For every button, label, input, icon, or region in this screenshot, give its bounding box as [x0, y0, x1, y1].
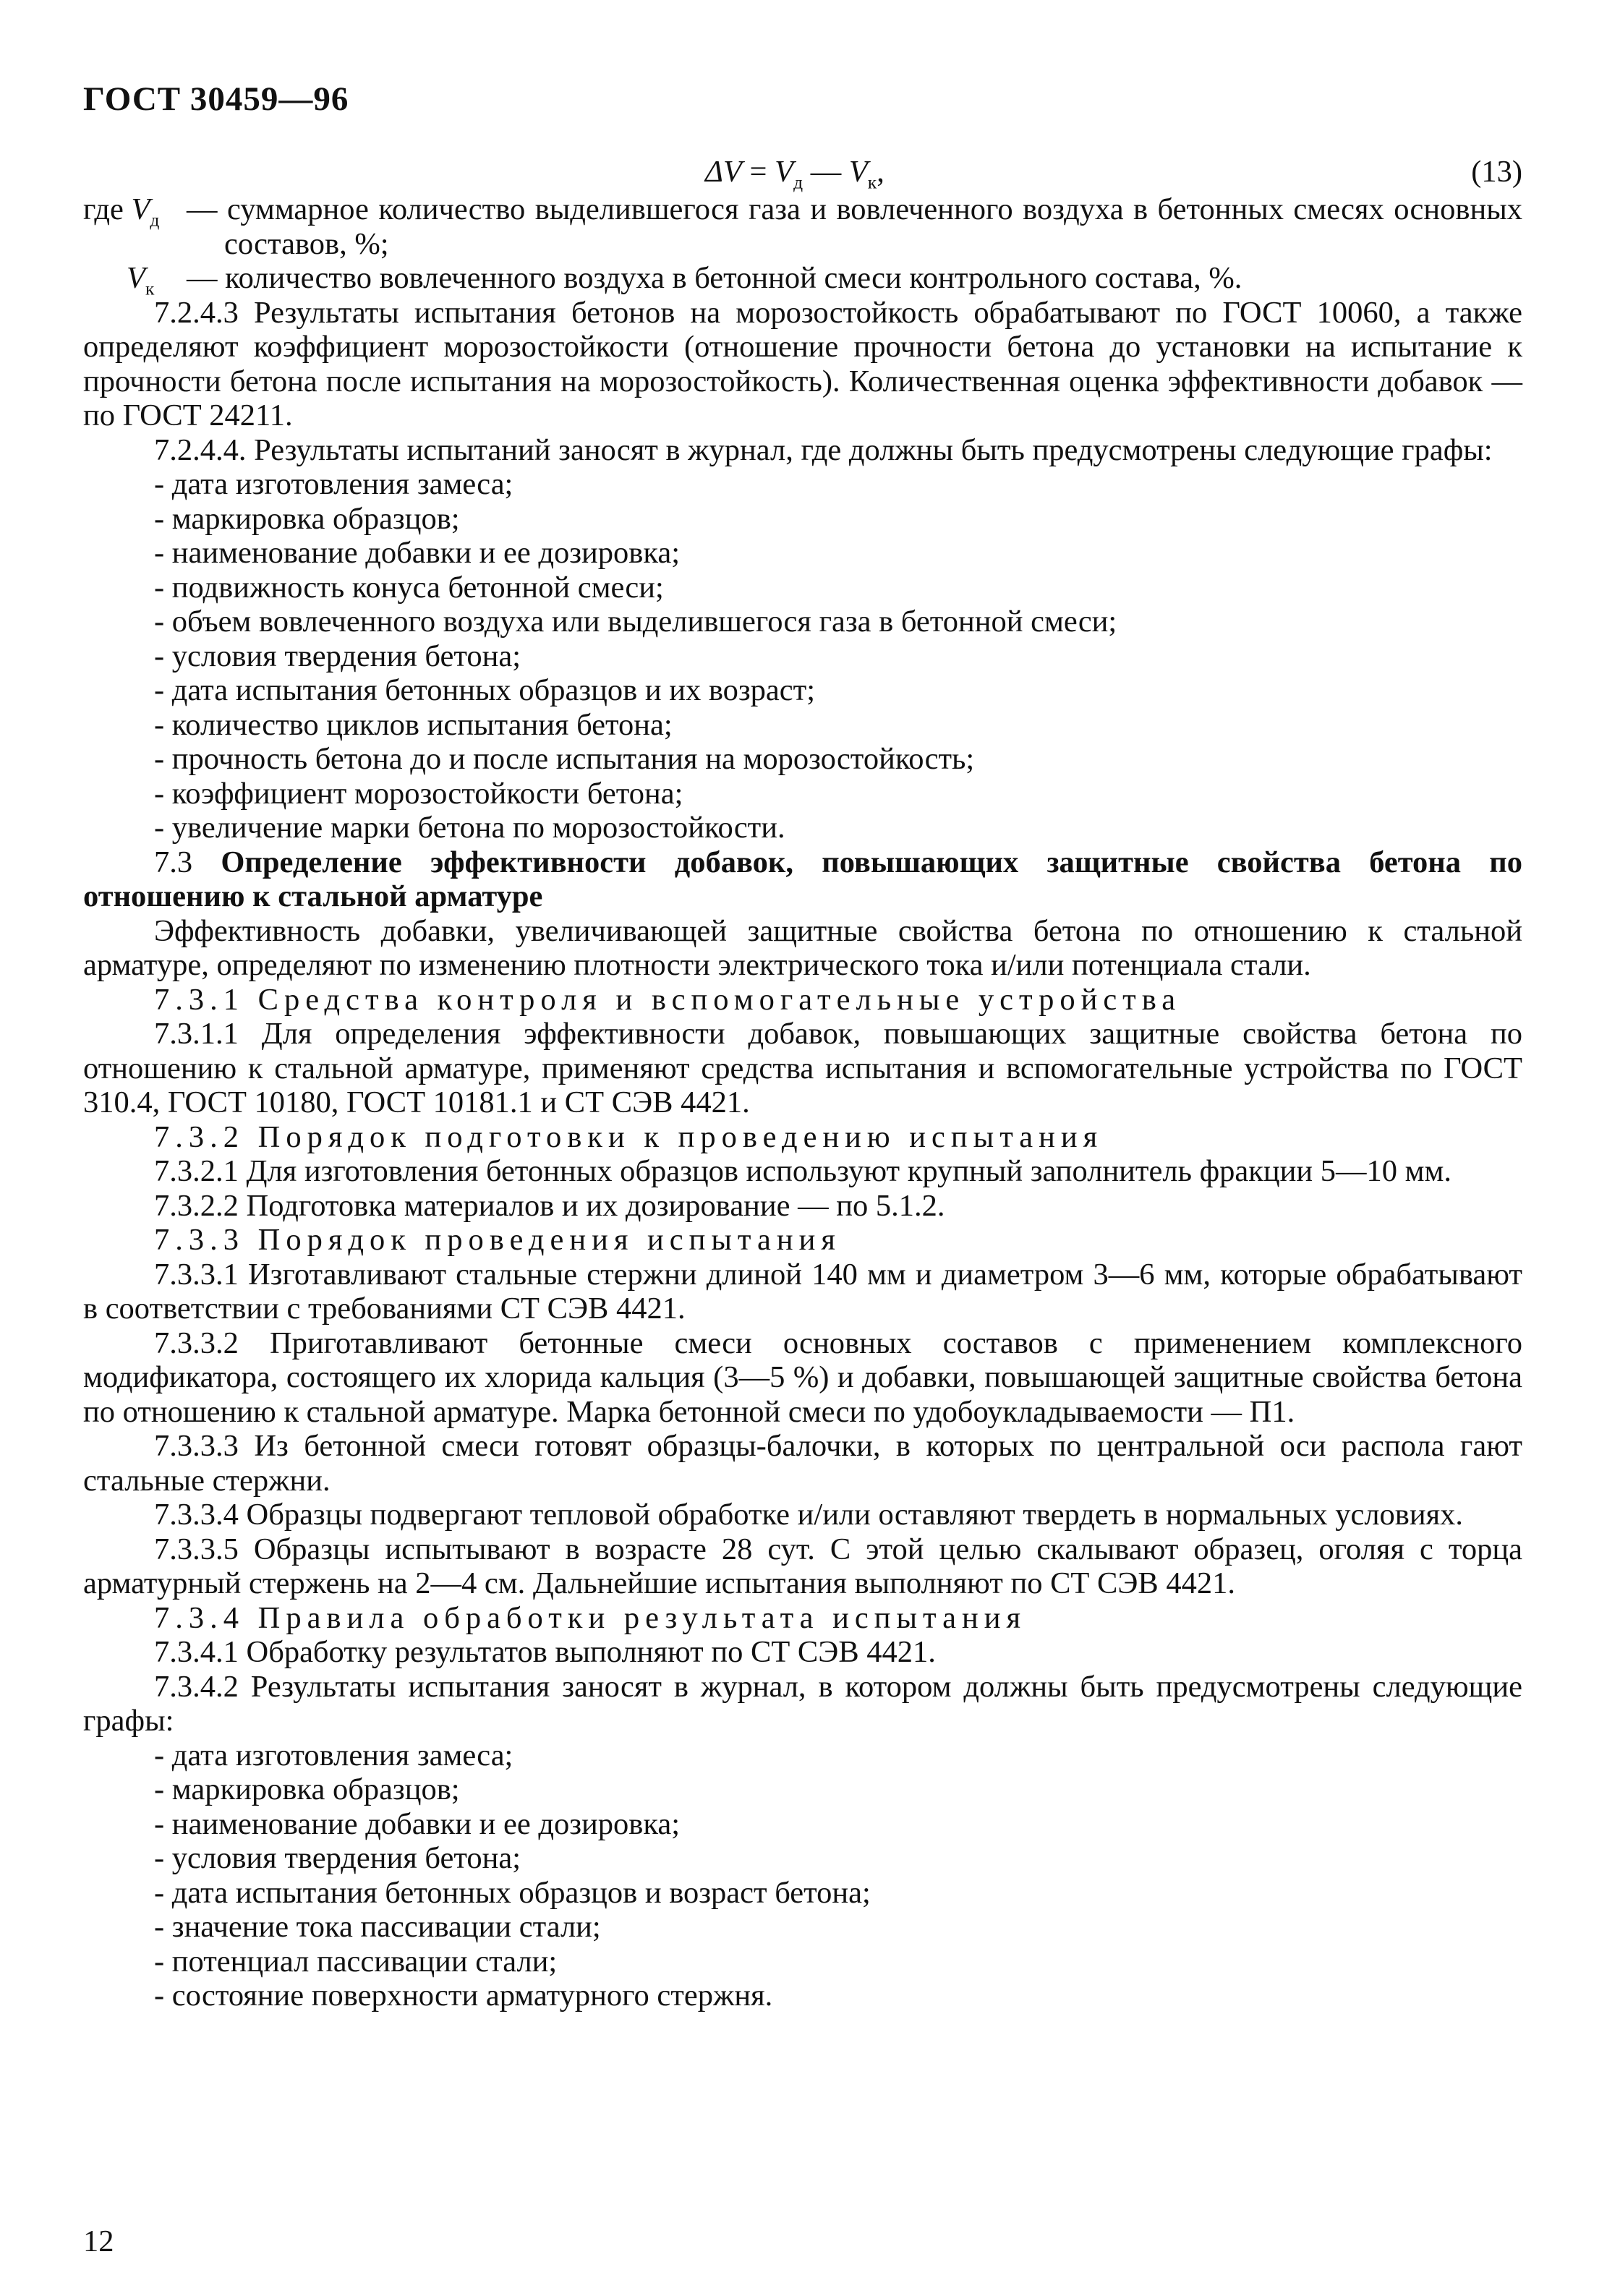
paragraph-7-2-4-4: 7.2.4.4. Результаты испытаний заносят в журнал, где должны быть предусмотрены следующие графы: — [154, 432, 1493, 467]
list-item: - прочность бетона до и после испытания на морозостойкость; — [154, 742, 975, 776]
formula-number: (13) — [1471, 155, 1522, 189]
list-item: - коэффициент морозостойкости бетона; — [154, 776, 683, 811]
list-item: - наименование добавки и ее дозировка; — [154, 536, 681, 570]
where-line-2: $V_к$ — количество вовлеченного воздуха в бетонной смеси контрольного состава, %. — [127, 261, 1242, 299]
formula-13 — [83, 155, 1522, 192]
page-number: 12 — [83, 2224, 114, 2258]
section-7-3-1-heading: 7.3.1 Средства контроля и вспомогательные устройства — [154, 982, 1182, 1017]
section-7-3-4-heading: 7.3.4 Правила обработки результата испытания — [154, 1600, 1027, 1635]
section-7-3-heading: 7.3 Определение эффективности добавок, повышающих защитные свойства бетона по отношению к стальной арматуре — [83, 845, 1522, 913]
list-item: - значение тока пассивации стали; — [154, 1910, 601, 1944]
list-item: - маркировка образцов; — [154, 1772, 460, 1806]
list-item: - подвижность конуса бетонной смеси; — [154, 570, 664, 605]
list-item: - состояние поверхности арматурного стержня. — [154, 1979, 773, 2013]
list-item: - наименование добавки и ее дозировка; — [154, 1806, 681, 1841]
list-item: - дата испытания бетонных образцов и возраст бетона; — [154, 1875, 871, 1910]
section-7-3-2-heading: 7.3.2 Порядок подготовки к проведению испытания — [154, 1119, 1104, 1154]
paragraph-7-3-3-4: 7.3.3.4 Образцы подвергают тепловой обработке и/или оставляют твердеть в нормальных условиях. — [154, 1498, 1464, 1532]
list-journal-columns-1 — [83, 467, 1522, 845]
paragraph-7-3: Эффективность добавки, увеличивающей защитные свойства бетона по отношению к стальной арматуре, определяют по изменению плотности электрического тока и/или потенциала стали. — [83, 913, 1522, 982]
list-item: - дата изготовления замеса; — [154, 467, 513, 501]
document-header: ГОСТ 30459—96 — [83, 80, 349, 118]
section-7-3-3-heading: 7.3.3 Порядок проведения испытания — [154, 1223, 841, 1257]
list-journal-columns-2 — [83, 1738, 1522, 2013]
list-item: - количество циклов испытания бетона; — [154, 707, 673, 742]
list-item: - дата испытания бетонных образцов и их возраст; — [154, 673, 815, 707]
document-body — [83, 155, 1522, 2013]
paragraph-7-3-3-1: 7.3.3.1 Изготавливают стальные стержни длиной 140 мм и диаметром 3—6 мм, которые обрабатывают в соответствии с требованиями СТ СЭВ 4421. — [83, 1257, 1522, 1326]
list-item: - потенциал пассивации стали; — [154, 1944, 558, 1979]
paragraph-7-3-2-2: 7.3.2.2 Подготовка материалов и их дозирование — по 5.1.2. — [154, 1188, 945, 1223]
paragraph-7-3-2-1: 7.3.2.1 Для изготовления бетонных образцов используют крупный заполнитель фракции 5—10 мм. — [154, 1154, 1452, 1188]
paragraph-7-3-1-1: 7.3.1.1 Для определения эффективности добавок, повышающих защитные свойства бетона по отношению к стальной арматуре, применяют средства испытания и вспомогательные устройства по ГОСТ 310.4, ГОСТ 10180, ГОСТ 10181.1 и СТ СЭВ 4421. — [83, 1017, 1522, 1119]
list-item: - условия твердения бетона; — [154, 639, 521, 673]
paragraph-7-3-4-2: 7.3.4.2 Результаты испытания заносят в журнал, в котором должны быть предусмотрены следующие графы: — [83, 1669, 1522, 1738]
list-item: - дата изготовления замеса; — [154, 1738, 513, 1772]
list-item: - объем вовлеченного воздуха или выделившегося газа в бетонной смеси; — [154, 605, 1117, 639]
paragraph-7-3-3-3: 7.3.3.3 Из бетонной смеси готовят образцы-балочки, в которых по центральной оси распола гают стальные стержни. — [83, 1429, 1522, 1498]
paragraph-7-3-3-2: 7.3.3.2 Приготавливают бетонные смеси основных составов с применением комплексного модификатора, состоящего их хлорида кальция (3—5 %) и добавки, повышающей защитные свойства бетона по отношению к стальной арматуре. Марка бетонной смеси по удобоукладываемости — П1. — [83, 1326, 1522, 1429]
list-item: - маркировка образцов; — [154, 501, 460, 536]
paragraph-7-3-4-1: 7.3.4.1 Обработку результатов выполняют по СТ СЭВ 4421. — [154, 1635, 936, 1669]
list-item: - условия твердения бетона; — [154, 1841, 521, 1875]
where-line-1: где $V_д$ — суммарное количество выделившегося газа и вовлеченного воздуха в бетонных смесях основных составов, %; — [83, 192, 1522, 261]
formula-expression: $\Delta V = V_д$ — $V_к$, — [705, 155, 884, 193]
paragraph-7-3-3-5: 7.3.3.5 Образцы испытывают в возрасте 28 сут. С этой целью скалывают образец, оголяя с торца арматурный стержень на 2—4 см. Дальнейшие испытания выполняют по СТ СЭВ 4421. — [83, 1532, 1522, 1600]
paragraph-7-2-4-3: 7.2.4.3 Результаты испытания бетонов на морозостойкость обрабатывают по ГОСТ 10060, а также определяют коэффициент морозостойкости (отношение прочности бетона до установки на испытание к прочности бетона после испытания на морозостойкость). Количественная оценка эффективности добавок — по ГОСТ 24211. — [83, 295, 1522, 432]
list-item: - увеличение марки бетона по морозостойкости. — [154, 811, 785, 845]
